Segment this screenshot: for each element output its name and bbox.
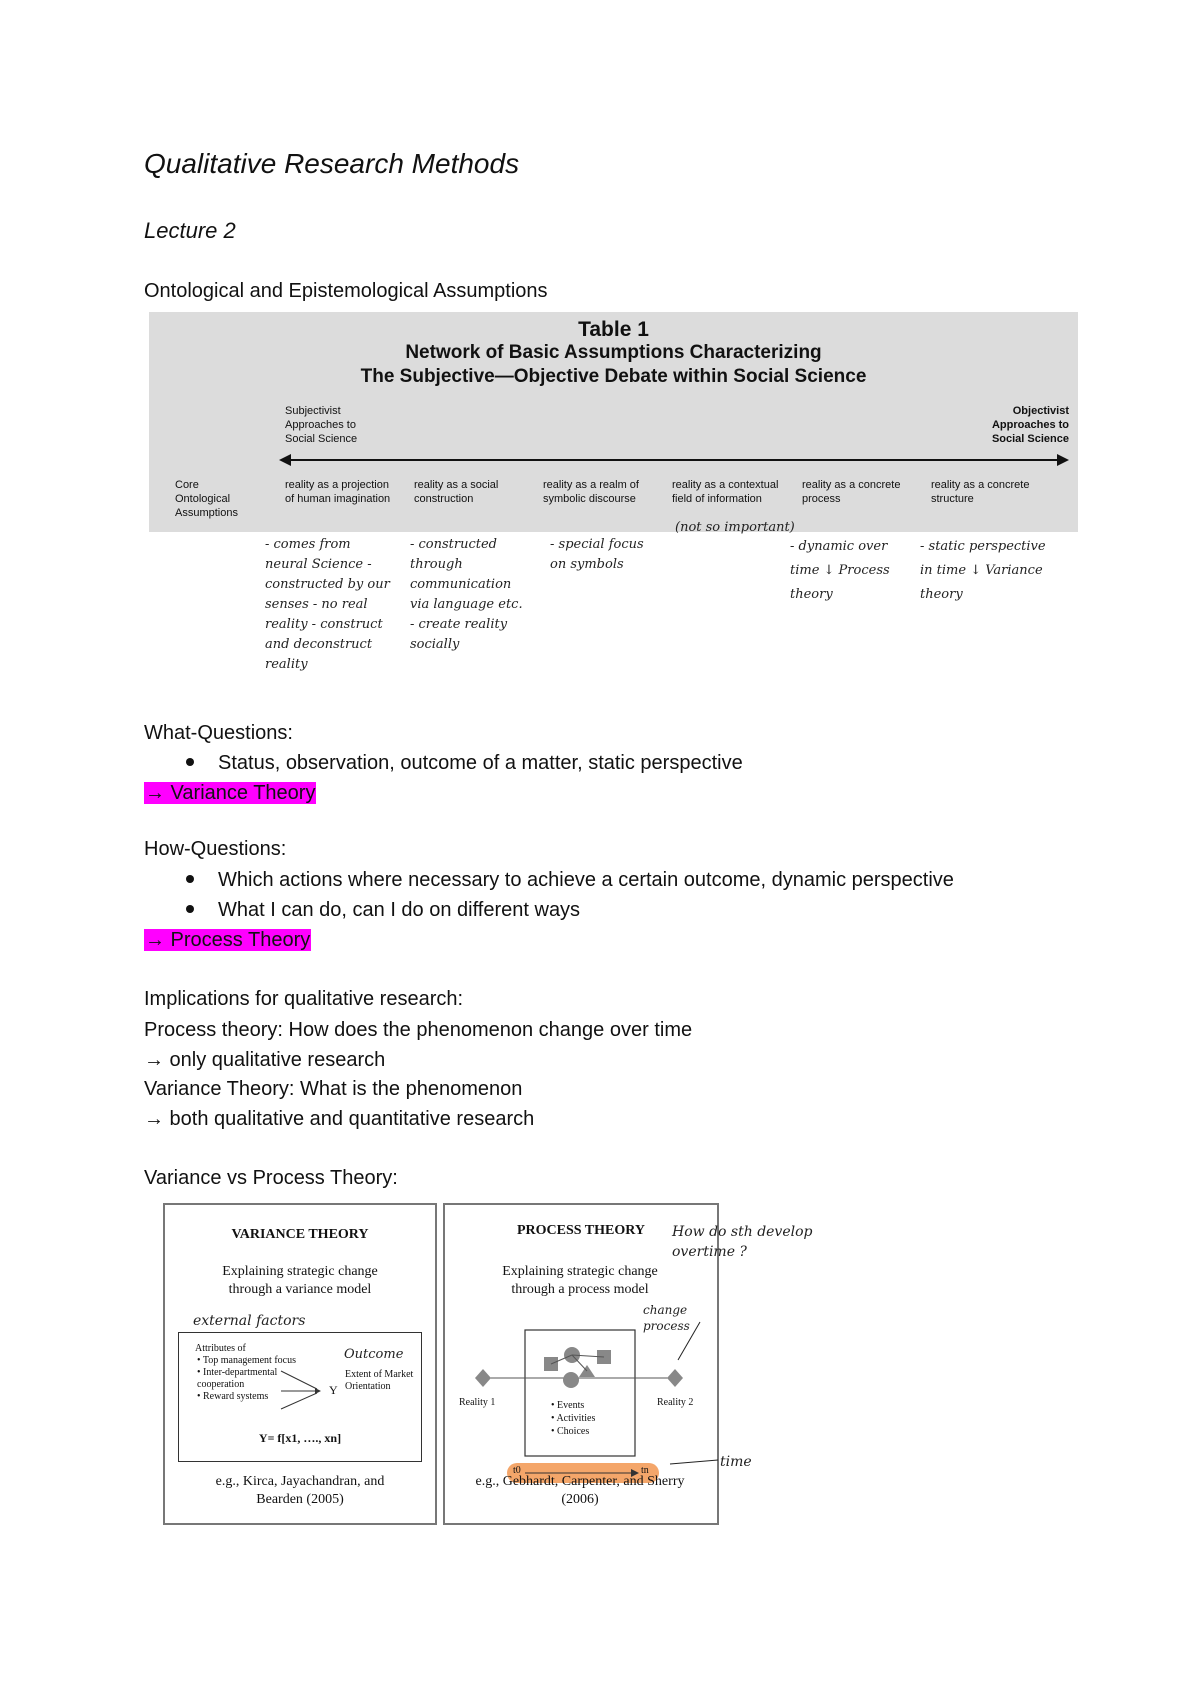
attribute-text: Reward systems [203,1391,269,1402]
column-4: reality as a contextual field of information [672,479,779,505]
how-questions-heading: How-Questions: [144,838,287,860]
handwritten-note-4: (not so important) [675,520,795,535]
reality-1-label: Reality 1 [459,1397,496,1408]
row-label: Core Ontological Assumptions [175,479,238,519]
attribute-text: Inter-departmental cooperation [197,1367,278,1390]
how-bullet-text: Which actions where necessary to achieve a certain outcome, dynamic perspective [218,869,954,891]
what-bullet-text: Status, observation, outcome of a matter, static perspective [218,752,743,774]
implications-heading: Implications for qualitative research: [144,988,464,1010]
extent-label: Extent of Market Orientation [345,1369,414,1392]
annotation-lines [660,1320,720,1470]
handwritten-time: time [720,1454,752,1470]
process-item-text: Events [557,1400,585,1411]
handwritten-how-develop: How do sth develop overtime ? [672,1224,813,1260]
process-item: • Choices [551,1426,590,1437]
handwritten-external-factors: external factors [193,1313,306,1329]
variance-vs-process-heading: Variance vs Process Theory: [144,1167,398,1189]
table1-title: Table 1 [578,318,649,341]
variance-subtitle: Explaining strategic change through a variance model [222,1264,378,1297]
column-3: reality as a realm of symbolic discourse [543,479,639,505]
variance-formula: Y= f[x1, …., xn] [258,1431,342,1445]
table1-subtitle-1: Network of Basic Assumptions Characterizing [405,342,822,363]
objectivist-label: Objectivist Approaches to Social Science [991,405,1069,445]
attribute-item: • Top management focus [197,1355,296,1366]
t0-label: t0 [513,1465,521,1476]
section-heading-assumptions: Ontological and Epistemological Assumptions [144,280,548,302]
how-bullet-1 [186,869,954,892]
table1-subtitle-2: The Subjective—Objective Debate within Social Science [360,366,867,387]
attribute-item: • Reward systems [197,1391,269,1402]
handwritten-change-process: change process [643,1303,690,1333]
highlight: → Variance Theory [145,782,316,804]
table1-figure [149,312,1078,532]
handwritten-note-6: - static perspective in time ↓ Variance theory [920,539,1046,602]
y-label: Y [329,1383,338,1397]
process-item: • Events [551,1400,585,1411]
variance-theory-arrow [144,782,316,805]
lecture-label: Lecture 2 [144,218,236,243]
attribute-item: • Inter-departmental cooperation [197,1367,278,1390]
highlight: → Process Theory [145,929,311,951]
process-item: • Activities [551,1413,596,1424]
variance-heading: VARIANCE THEORY [231,1227,369,1242]
process-reference: e.g., Gebhardt, Carpenter, and Sherry (2006) [475,1474,685,1507]
bullet-icon [186,758,194,766]
implication-line-3: Variance Theory: What is the phenomenon [144,1078,523,1100]
process-item-text: Activities [556,1413,596,1424]
what-bullet-1 [186,752,743,775]
arrows-to-y [279,1363,329,1413]
implication-line-2: → only qualitative research [144,1049,386,1071]
implication-line-1: Process theory: How does the phenomenon change over time [144,1019,693,1041]
attribute-text: Top management focus [202,1355,296,1366]
variance-reference: e.g., Kirca, Jayachandran, and Bearden (2005) [215,1474,385,1507]
document-title: Qualitative Research Methods [144,148,520,179]
bullet-icon [186,875,194,883]
column-5: reality as a concrete process [802,479,901,505]
implication-line-4: → both qualitative and quantitative research [144,1108,535,1130]
reality-2-label: Reality 2 [657,1397,694,1408]
bullet-icon [186,905,194,913]
handwritten-outcome: Outcome [344,1347,404,1362]
process-theory-arrow [144,929,311,952]
process-heading: PROCESS THEORY [516,1223,645,1238]
handwritten-note-5: - dynamic over time ↓ Process theory [790,539,890,602]
attributes-title: Attributes of [195,1343,246,1354]
column-1: reality as a projection of human imagination [285,479,391,505]
handwritten-note-3: - special focus on symbols [550,537,644,572]
process-item-text: Choices [557,1426,590,1437]
handwritten-note-1: - comes from neural Science - constructed by our senses - no real reality - construct and deconstruct reality [265,537,390,672]
subjectivist-label: Subjectivist Approaches to Social Science [285,405,358,445]
variance-theory-figure [163,1203,437,1525]
process-subtitle: Explaining strategic change through a process model [502,1264,658,1297]
variance-model-box [178,1332,422,1462]
what-questions-heading: What-Questions: [144,722,293,744]
column-6: reality as a concrete structure [931,479,1030,505]
handwritten-note-2: - constructed through communication via language etc. - create reality socially [410,537,523,652]
how-bullet-2 [186,899,580,922]
tn-label: tn [641,1465,649,1476]
how-bullet-text: What I can do, can I do on different ways [218,899,581,921]
process-items [551,1399,595,1438]
column-2: reality as a social construction [414,479,499,505]
